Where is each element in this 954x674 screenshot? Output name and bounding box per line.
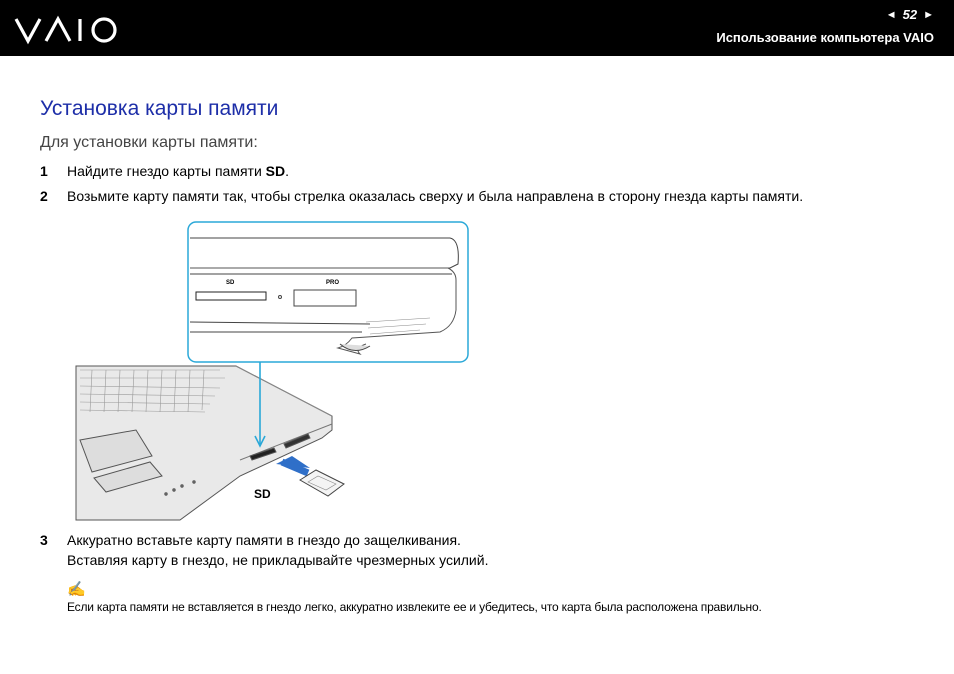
step-number: 2: [40, 188, 48, 204]
note-icon: ✍: [67, 581, 86, 598]
page-title: Установка карты памяти: [40, 97, 279, 120]
step-number: 1: [40, 163, 48, 179]
memory-card-illustration: [70, 220, 490, 526]
step-text: Найдите гнездо карты памяти SD.: [67, 163, 290, 179]
section-title: Использование компьютера VAIO: [716, 30, 934, 45]
step-number: 3: [40, 532, 48, 548]
page-number: 52: [902, 7, 918, 22]
previous-page-arrow[interactable]: ◄: [885, 8, 897, 21]
insert-arrow: [276, 456, 310, 473]
page-header: [0, 0, 954, 56]
note-text: Если карта памяти не вставляется в гнездо легко, аккуратно извлеките ее и убедитесь, что карта была расположена правильно.: [67, 600, 762, 614]
page-navigation: [886, 7, 934, 22]
step-text: Аккуратно вставьте карту памяти в гнездо до защелкивания. Вставляя карту в гнездо, не прикладывайте чрезмерных усилий.: [67, 532, 489, 568]
procedure-subtitle: Для установки карты памяти:: [40, 134, 258, 151]
sd-slot-label: SD: [226, 280, 235, 286]
vaio-logo: [14, 15, 122, 45]
laptop-illustration: [76, 366, 332, 520]
step-text: Возьмите карту памяти так, чтобы стрелка оказалась сверху и была направлена в сторону гнезда карты памяти.: [67, 188, 804, 204]
sd-card-label: SD: [254, 487, 271, 501]
pro-slot-label: PRO: [326, 280, 340, 286]
next-page-arrow[interactable]: ►: [923, 8, 934, 21]
